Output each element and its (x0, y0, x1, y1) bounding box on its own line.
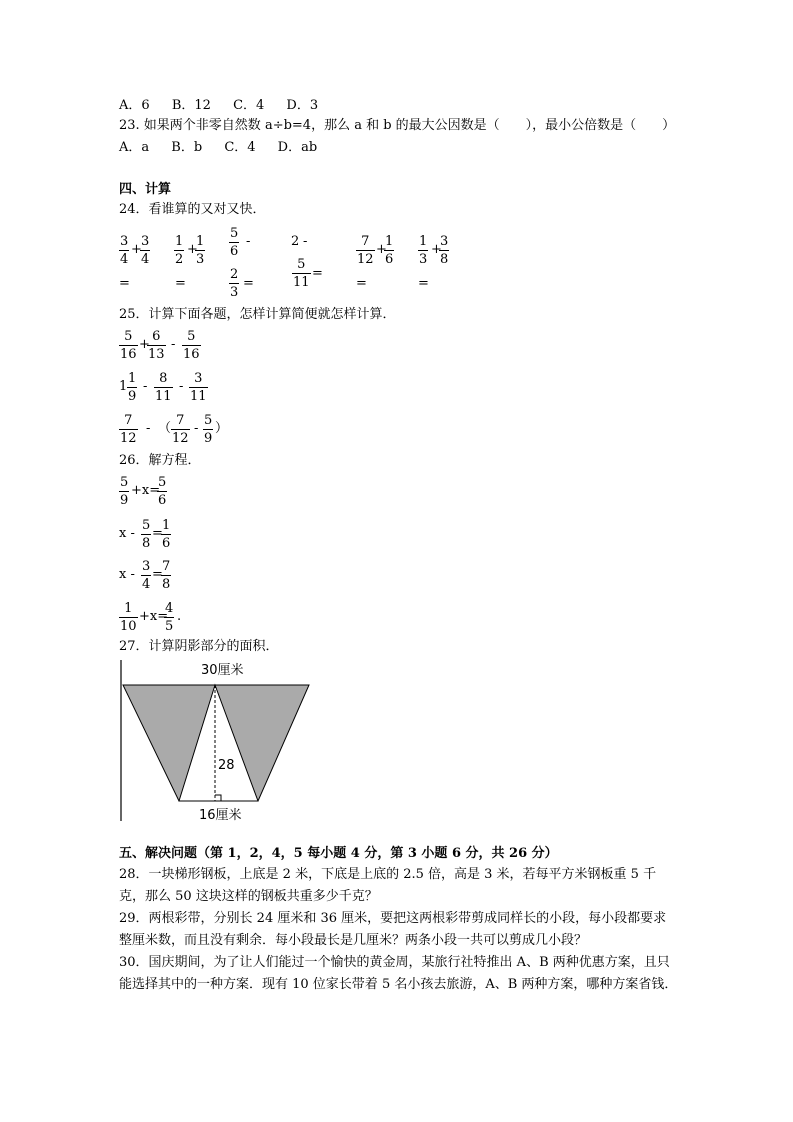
q28-text: 28．一块梯形钢板，上底是 2 米，下底是上底的 2.5 倍，高是 3 米，若每平方米钢板重 5 千克，那么 50 这块这样的钢板共重多少千克？ (119, 867, 657, 904)
fraction: 7 12 (172, 413, 189, 446)
x-minus: x - (119, 567, 135, 582)
whole-number: 2 (291, 234, 300, 249)
section4-title: 四、计算 (119, 182, 172, 197)
bottom-length-label: 16厘米 (199, 808, 242, 823)
fraction: 1 9 (128, 371, 137, 404)
minus-sign: - (171, 337, 176, 352)
plus-sign: + (131, 242, 142, 257)
equals-sign: = (418, 276, 429, 291)
x-minus: x - (119, 526, 135, 541)
q23-text: 23. 如果两个非零自然数 a÷b=4，那么 a 和 b 的最大公因数是（ ），最小公倍数是（ ） (119, 118, 676, 133)
equals-sign: = (243, 276, 254, 291)
period: . (177, 609, 182, 624)
equals-sign: = (312, 266, 323, 281)
fraction: 5 16 (183, 329, 200, 362)
equals-sign: = (175, 276, 186, 291)
fraction: 1 10 (120, 601, 137, 634)
q27-text: 27．计算阴影部分的面积． (119, 639, 279, 654)
fraction: 3 4 (120, 234, 129, 267)
q29-text: 29．两根彩带，分别长 24 厘米和 36 厘米，要把这两根彩带剪成同样长的小段，每小段都要求整厘米数，而且没有剩余．每小段最长是几厘米？两条小段一共可以剪成几小段？ (119, 911, 667, 948)
q23-option-d[interactable]: D．ab (277, 140, 318, 155)
fraction: 7 12 (357, 234, 374, 267)
fraction: 5 6 (230, 226, 239, 259)
fraction: 1 2 (175, 234, 184, 267)
fraction: 5 9 (120, 475, 129, 508)
fraction: 3 8 (440, 234, 449, 267)
plus-x-equals: +x= (131, 483, 161, 498)
fraction: 6 13 (148, 329, 165, 362)
height-label: 28 (218, 758, 235, 773)
equals-sign: = (152, 567, 163, 582)
q25-text: 25．计算下面各题，怎样计算简便就怎样计算． (119, 307, 396, 322)
minus-sign: - (143, 379, 148, 394)
plus-x-equals: +x= (139, 609, 169, 624)
fraction: 1 6 (385, 234, 394, 267)
q30-text: 30．国庆期间，为了让人们能过一个愉快的黄金周，某旅行社特推出 A、B 两种优惠方案，且只能选择其中的一种方案．现有 10 位家长带着 5 名小孩去旅游，A、B 两种方案，哪种方案省钱． (119, 955, 678, 992)
fraction: 3 11 (190, 371, 207, 404)
fraction: 5 16 (120, 329, 137, 362)
fraction: 4 5 (165, 601, 174, 634)
equals-sign: = (152, 526, 163, 541)
q23-option-a[interactable]: A．a (119, 140, 150, 155)
whole-number: 1 (119, 379, 128, 394)
fraction: 1 3 (419, 234, 428, 267)
fraction: 5 8 (142, 518, 151, 551)
fraction: 5 6 (158, 475, 167, 508)
fraction: 7 12 (120, 413, 137, 446)
fraction: 1 6 (162, 518, 171, 551)
paren-close: ） (215, 421, 229, 436)
top-length-label: 30厘米 (201, 663, 244, 678)
minus-sign: - (303, 234, 308, 249)
equals-sign: = (119, 276, 130, 291)
fraction: 3 4 (141, 234, 150, 267)
fraction: 5 11 (293, 257, 310, 290)
fraction: 2 3 (230, 267, 239, 300)
q22-option-b[interactable]: B．12 (171, 98, 211, 113)
plus-sign: + (139, 337, 150, 352)
minus-sign: - (194, 421, 199, 436)
q22-option-a[interactable]: A．6 (119, 98, 150, 113)
fraction: 7 8 (162, 559, 171, 592)
q24-text: 24．看谁算的又对又快． (119, 202, 266, 217)
equals-sign: = (356, 276, 367, 291)
q22-option-d[interactable]: D．3 (286, 98, 319, 113)
paren-open: （ (158, 421, 172, 436)
fraction: 3 4 (142, 559, 151, 592)
q22-option-c[interactable]: C．4 (233, 98, 265, 113)
plus-sign: + (431, 242, 442, 257)
fraction: 1 3 (196, 234, 205, 267)
q23-option-b[interactable]: B．b (171, 140, 203, 155)
minus-sign: - (179, 379, 184, 394)
plus-sign: + (376, 242, 387, 257)
section5-title: 五、解决问题（第 1，2，4，5 每小题 4 分，第 3 小题 6 分，共 26 分） (119, 846, 558, 861)
q26-text: 26．解方程． (119, 453, 201, 468)
q23-option-c[interactable]: C．4 (224, 140, 256, 155)
minus-sign: - (246, 234, 251, 249)
fraction: 5 9 (204, 413, 213, 446)
fraction: 8 11 (155, 371, 172, 404)
minus-sign: - (146, 421, 151, 436)
plus-sign: + (187, 242, 198, 257)
